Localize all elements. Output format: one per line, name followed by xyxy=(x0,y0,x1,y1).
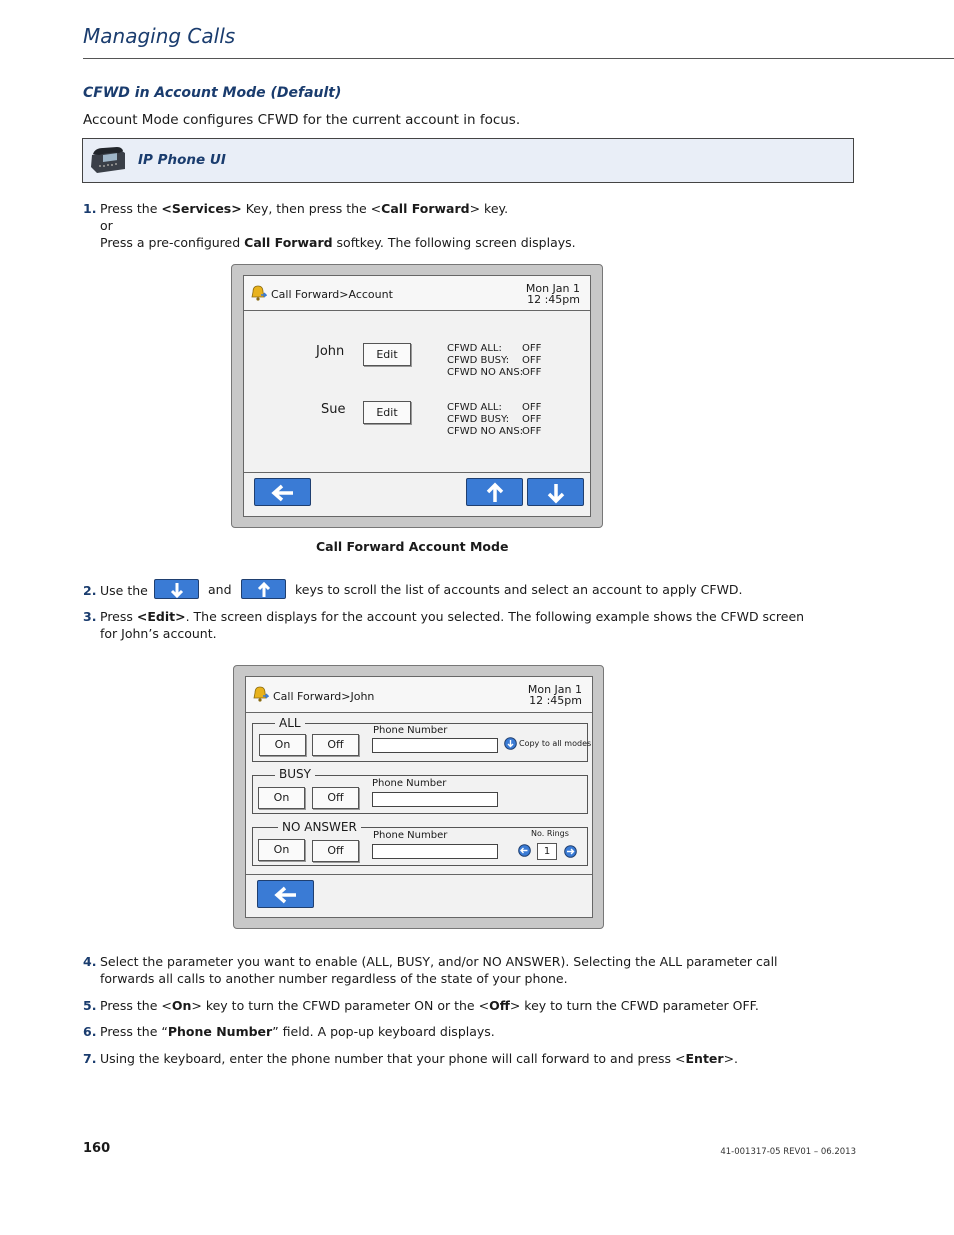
screen-datetime xyxy=(526,283,580,305)
step3-bold: <Edit> xyxy=(136,609,186,624)
group-legend-all: ALL xyxy=(275,716,305,730)
step1-text: > key. xyxy=(469,201,509,216)
step1-bold: Call Forward xyxy=(381,201,470,216)
step1-or: or xyxy=(100,218,113,233)
arrow-left-icon xyxy=(255,479,312,507)
step2-rest: keys to scroll the list of accounts and select an account to apply CFWD. xyxy=(295,582,743,597)
no-rings-value[interactable]: 1 xyxy=(537,843,557,860)
step7-bold: Enter xyxy=(685,1051,724,1066)
screen-topbar xyxy=(244,276,590,311)
arrow-left-icon xyxy=(258,881,315,909)
ip-phone-ui-box xyxy=(82,138,854,183)
cfwd-status-row: CFWD NO ANS:OFF xyxy=(447,367,542,378)
edit-button-sue[interactable]: Edit xyxy=(363,401,411,424)
step5-text: > key to turn the CFWD parameter OFF. xyxy=(509,998,759,1013)
cfwd-status-row: CFWD ALL: OFF xyxy=(447,343,542,354)
step5-text: Press the < xyxy=(100,998,172,1013)
step6-text: Press the “ xyxy=(100,1024,168,1039)
step3-text: for John’s account. xyxy=(100,626,217,641)
step2-text: Use the xyxy=(100,583,148,598)
ip-phone-ui-label: IP Phone UI xyxy=(138,152,226,168)
on-button-no-answer[interactable]: On xyxy=(258,839,305,861)
arrow-up-icon xyxy=(467,479,524,507)
off-button-all[interactable]: Off xyxy=(312,734,359,756)
arrow-down-icon xyxy=(155,580,200,600)
off-button-busy[interactable]: Off xyxy=(312,787,359,809)
on-button-all[interactable]: On xyxy=(259,734,306,756)
page-number: 160 xyxy=(83,1141,111,1156)
phone-number-label: Phone Number xyxy=(372,778,447,789)
step1-text: softkey. The following screen displays. xyxy=(332,235,576,250)
step-number: 6. xyxy=(83,1024,97,1039)
bell-icon xyxy=(249,284,267,302)
cfwd-status-row: CFWD BUSY: OFF xyxy=(447,355,542,366)
scroll-up-button[interactable] xyxy=(466,478,523,506)
inline-down-key xyxy=(154,579,199,599)
section-title: CFWD in Account Mode (Default) xyxy=(83,85,342,101)
bell-icon xyxy=(251,685,269,703)
screen-display xyxy=(245,676,593,918)
step-number: 2. xyxy=(83,583,97,598)
inline-up-key xyxy=(241,579,286,599)
back-button[interactable] xyxy=(254,478,311,506)
cfwd-status-row: CFWD BUSY: OFF xyxy=(447,414,542,425)
step6-text: ” field. A pop-up keyboard displays. xyxy=(272,1024,495,1039)
screen-date: Mon Jan 1 xyxy=(527,683,582,696)
step5-bold: On xyxy=(171,998,192,1013)
figure-caption: Call Forward Account Mode xyxy=(316,539,509,554)
step1-bold: Call Forward xyxy=(244,235,333,250)
step-number: 5. xyxy=(83,998,97,1013)
document-id: 41-001317-05 REV01 – 06.2013 xyxy=(720,1147,856,1157)
group-legend-busy: BUSY xyxy=(275,767,315,781)
edit-button-john[interactable]: Edit xyxy=(363,343,411,366)
screen-time: 12 :45pm xyxy=(527,293,580,306)
phone-number-field-no-answer[interactable] xyxy=(372,844,498,859)
step5-bold: Off xyxy=(489,998,510,1013)
desk-phone-icon xyxy=(89,145,127,175)
intro-text: Account Mode configures CFWD for the current account in focus. xyxy=(83,112,521,128)
phone-screen-account-mode xyxy=(231,264,603,528)
step7-text: Using the keyboard, enter the phone number that your phone will call forward to and press < xyxy=(100,1051,686,1066)
scroll-down-button[interactable] xyxy=(527,478,584,506)
step-number: 4. xyxy=(83,954,97,969)
step4-text: Select the parameter you want to enable (ALL, BUSY, and/or NO ANSWER). Selecting the ALL parameter call xyxy=(100,954,778,969)
step4-text: forwards all calls to another number regardless of the state of your phone. xyxy=(100,971,568,986)
step6-bold: Phone Number xyxy=(167,1024,273,1039)
step3-text: Press xyxy=(100,609,137,624)
arrow-left-circle-icon[interactable] xyxy=(518,844,531,857)
cfwd-status-row: CFWD NO ANS:OFF xyxy=(447,426,542,437)
screen-date: Mon Jan 1 xyxy=(525,282,580,295)
screen-title: Call Forward>John xyxy=(273,690,375,703)
screen-topbar xyxy=(246,677,592,713)
arrow-down-circle-icon[interactable] xyxy=(504,737,517,750)
screen-time: 12 :45pm xyxy=(529,694,582,707)
screen-title: Call Forward>Account xyxy=(271,288,393,301)
page-header-title: Managing Calls xyxy=(83,24,236,48)
account-name-john: John xyxy=(316,344,345,359)
cfwd-status-row: CFWD ALL: OFF xyxy=(447,402,542,413)
arrow-up-icon xyxy=(242,580,287,600)
step-number: 1. xyxy=(83,201,97,216)
no-rings-label: No. Rings xyxy=(531,829,569,838)
screen-datetime xyxy=(528,684,582,706)
back-button[interactable] xyxy=(257,880,314,908)
screen-divider xyxy=(246,874,592,875)
phone-number-field-busy[interactable] xyxy=(372,792,498,807)
phone-screen-john xyxy=(233,665,604,929)
on-button-busy[interactable]: On xyxy=(258,787,305,809)
step-number: 7. xyxy=(83,1051,97,1066)
off-button-no-answer[interactable]: Off xyxy=(312,840,359,862)
phone-number-field-all[interactable] xyxy=(372,738,498,753)
phone-number-label: Phone Number xyxy=(373,725,448,736)
group-legend-no-answer: NO ANSWER xyxy=(278,820,361,834)
arrow-right-circle-icon[interactable] xyxy=(564,845,577,858)
arrow-down-icon xyxy=(528,479,585,507)
step7-text: >. xyxy=(723,1051,739,1066)
phone-number-label: Phone Number xyxy=(373,830,448,841)
copy-to-all-modes-label[interactable]: Copy to all modes xyxy=(519,739,592,748)
header-rule xyxy=(83,58,954,59)
step1-bold: <Services> xyxy=(161,201,242,216)
screen-display xyxy=(243,275,591,517)
step5-text: > key to turn the CFWD parameter ON or the < xyxy=(191,998,490,1013)
step-number: 3. xyxy=(83,609,97,624)
step1-text: Press the xyxy=(100,201,162,216)
step1-text: Key, then press the < xyxy=(241,201,382,216)
screen-divider xyxy=(244,472,590,473)
step3-text: . The screen displays for the account you selected. The following example shows the CFWD screen xyxy=(185,609,805,624)
account-name-sue: Sue xyxy=(321,402,346,417)
step1-text: Press a pre-configured xyxy=(100,235,245,250)
step2-and: and xyxy=(208,582,232,597)
